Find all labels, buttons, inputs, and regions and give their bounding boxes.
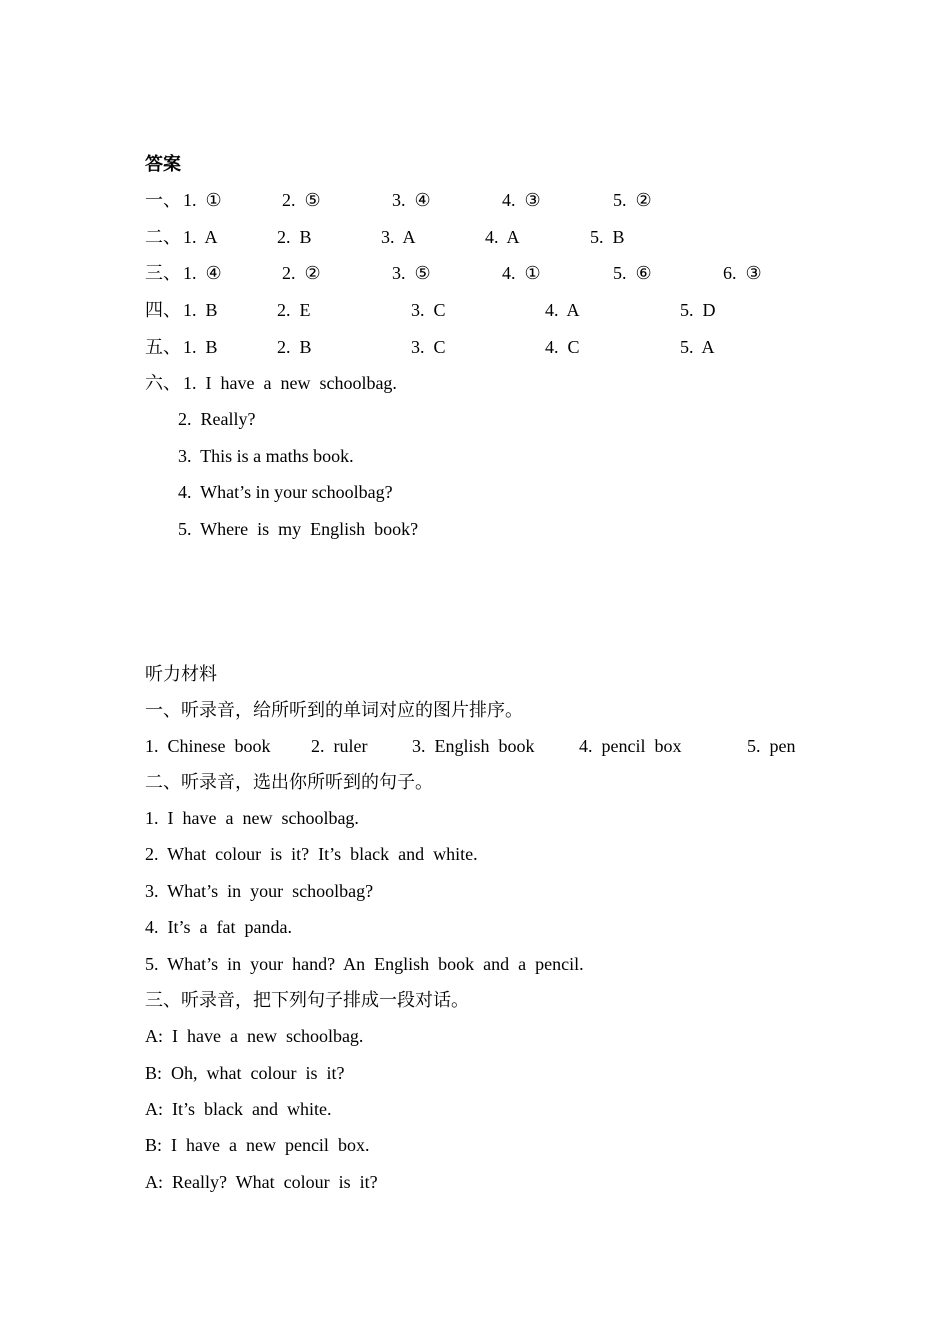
answer-item: 1. B — [183, 300, 218, 320]
word-item: 2. ruler — [311, 736, 368, 756]
answer-row-prefix: 三、 — [145, 263, 181, 283]
answer-item: 4. A — [545, 300, 580, 320]
answer-item: 2. ⑤ — [282, 190, 321, 210]
answer-row-5 — [0, 336, 950, 358]
part2-sentence: 4. It’s a fat panda. — [145, 917, 292, 937]
answer-sentence: 3. This is a maths book. — [178, 446, 354, 466]
answer-row-prefix: 六、 — [145, 373, 181, 393]
part2-sentence: 5. What’s in your hand? An English book and a pencil. — [145, 954, 584, 974]
answer-item: 5. B — [590, 227, 625, 247]
answer-item: 2. ② — [282, 263, 321, 283]
word-item: 4. pencil box — [579, 736, 682, 756]
answer-item: 1. A — [183, 227, 218, 247]
answer-sentence: 2. Really? — [178, 409, 256, 429]
dialogue-line: B: I have a new pencil box. — [145, 1135, 370, 1155]
dialogue-line: B: Oh, what colour is it? — [145, 1063, 345, 1083]
answer-item: 1. ④ — [183, 263, 222, 283]
answer-row-prefix: 四、 — [145, 300, 181, 320]
dialogue-line: A: Really? What colour is it? — [145, 1172, 378, 1192]
answer-item: 2. B — [277, 227, 312, 247]
part2-sentence: 1. I have a new schoolbag. — [145, 808, 359, 828]
part1-heading: 一、听录音，给所听到的单词对应的图片排序。 — [145, 700, 523, 720]
part2-heading: 二、听录音，选出你所听到的句子。 — [145, 772, 433, 792]
answer-item: 2. E — [277, 300, 311, 320]
answer-item: 1. ① — [183, 190, 222, 210]
answers-title: 答案 — [145, 154, 181, 174]
answer-row-2 — [0, 226, 950, 248]
word-item: 1. Chinese book — [145, 736, 271, 756]
part2-sentence: 2. What colour is it? It’s black and white. — [145, 844, 478, 864]
answer-item: 1. B — [183, 337, 218, 357]
part2-sentence: 3. What’s in your schoolbag? — [145, 881, 374, 901]
answer-item: 3. C — [411, 337, 446, 357]
answer-item: 2. B — [277, 337, 312, 357]
answer-item: 3. ④ — [392, 190, 431, 210]
answer-item: 4. A — [485, 227, 520, 247]
answer-row-prefix: 一、 — [145, 190, 181, 210]
answer-item: 3. A — [381, 227, 416, 247]
answer-sentence: 5. Where is my English book? — [178, 519, 419, 539]
answer-sentence: 1. I have a new schoolbag. — [183, 373, 397, 393]
part1-word-list — [0, 735, 950, 757]
listening-title: 听力材料 — [145, 664, 217, 684]
word-item: 3. English book — [412, 736, 535, 756]
answer-item: 4. C — [545, 337, 580, 357]
answer-item: 3. C — [411, 300, 446, 320]
answer-row-3 — [0, 262, 950, 284]
answer-item: 4. ① — [502, 263, 541, 283]
answer-row-prefix: 五、 — [145, 337, 181, 357]
word-item: 5. pen — [747, 736, 796, 756]
answer-row-6 — [0, 372, 950, 394]
answer-item: 5. ⑥ — [613, 263, 652, 283]
answer-item: 5. ② — [613, 190, 652, 210]
answer-row-4 — [0, 299, 950, 321]
answer-item: 3. ⑤ — [392, 263, 431, 283]
answer-sentence: 4. What’s in your schoolbag? — [178, 482, 393, 502]
answer-item: 5. A — [680, 337, 715, 357]
answer-item: 5. D — [680, 300, 716, 320]
answer-item: 4. ③ — [502, 190, 541, 210]
dialogue-line: A: It’s black and white. — [145, 1099, 332, 1119]
answer-row-1 — [0, 189, 950, 211]
dialogue-line: A: I have a new schoolbag. — [145, 1026, 364, 1046]
part3-heading: 三、听录音，把下列句子排成一段对话。 — [145, 990, 469, 1010]
answer-item: 6. ③ — [723, 263, 762, 283]
answer-row-prefix: 二、 — [145, 227, 181, 247]
